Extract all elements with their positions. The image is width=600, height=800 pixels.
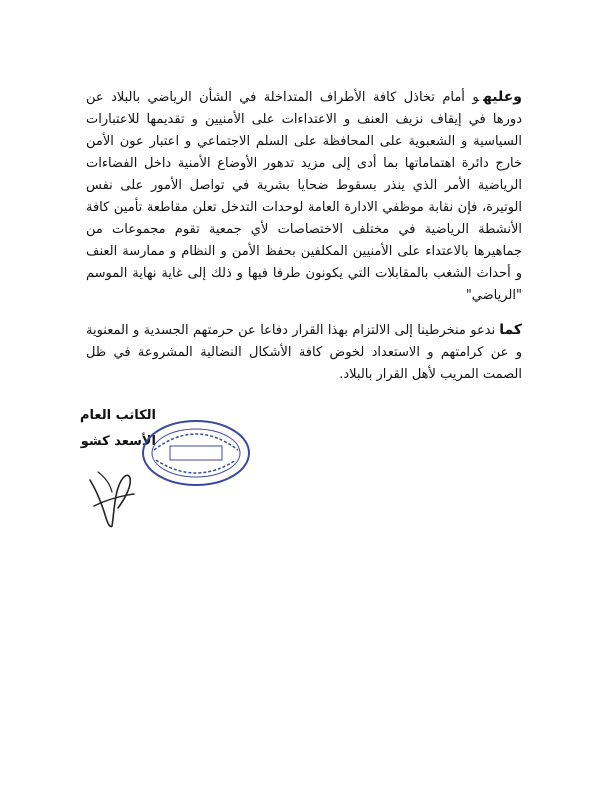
paragraph-1 <box>86 86 522 307</box>
paragraph-2 <box>86 319 522 386</box>
union-stamp <box>140 418 252 488</box>
handwritten-signature <box>84 466 140 532</box>
paragraph-1-lead: وعليه <box>483 89 522 105</box>
paragraph-1-text: و أمام تخاذل كافة الأطراف المتداخلة في الشأن الرياضي بالبلاد عن دورها في إيقاف نزيف العنف و الاعتداءات على الأمنيين و تقديمها للاعتبارات السياسية و الشعبوية على المحافظة على السلم الاجتماعي و اعتبار عون الأمن خارج دائرة اهتماماتها بما أدى إلى مزيد تدهور الأوضاع الأمنية داخل الفضاءات الرياضية الأمر الذي ينذر بسقوط ضحايا بشرية في تواصل الأمور على نفس الوتيرة، فإن نقابة موظفي الادارة العامة لوحدات التدخل تعلن مقاطعة تأمين كافة الأنشطة الرياضية في مختلف الاختصاصات لأي جمعية تقوم مجموعات من جماهيرها بالاعتداء على الأمنيين المكلفين بحفظ الأمن و النظام و ممارسة العنف و أحداث الشغب بالمقابلات التي يكونون طرفا فيها و ذلك إلى غاية نهاية الموسم "الرياضي" <box>86 90 522 303</box>
letter-body <box>86 86 522 386</box>
paragraph-2-lead: كما <box>499 322 522 338</box>
signatory-title: الكاتب العام <box>79 408 156 423</box>
paragraph-2-text: ندعو منخرطينا إلى الالتزام بهذا القرار دفاعا عن حرمتهم الجسدية و المعنوية و عن كرامتهم و الاستعداد لخوض كافة الأشكال النضالية المشروعة في ظل الصمت المريب لأهل القرار بالبلاد. <box>86 323 522 382</box>
signatory-name: الأسعد كشو <box>80 434 156 449</box>
